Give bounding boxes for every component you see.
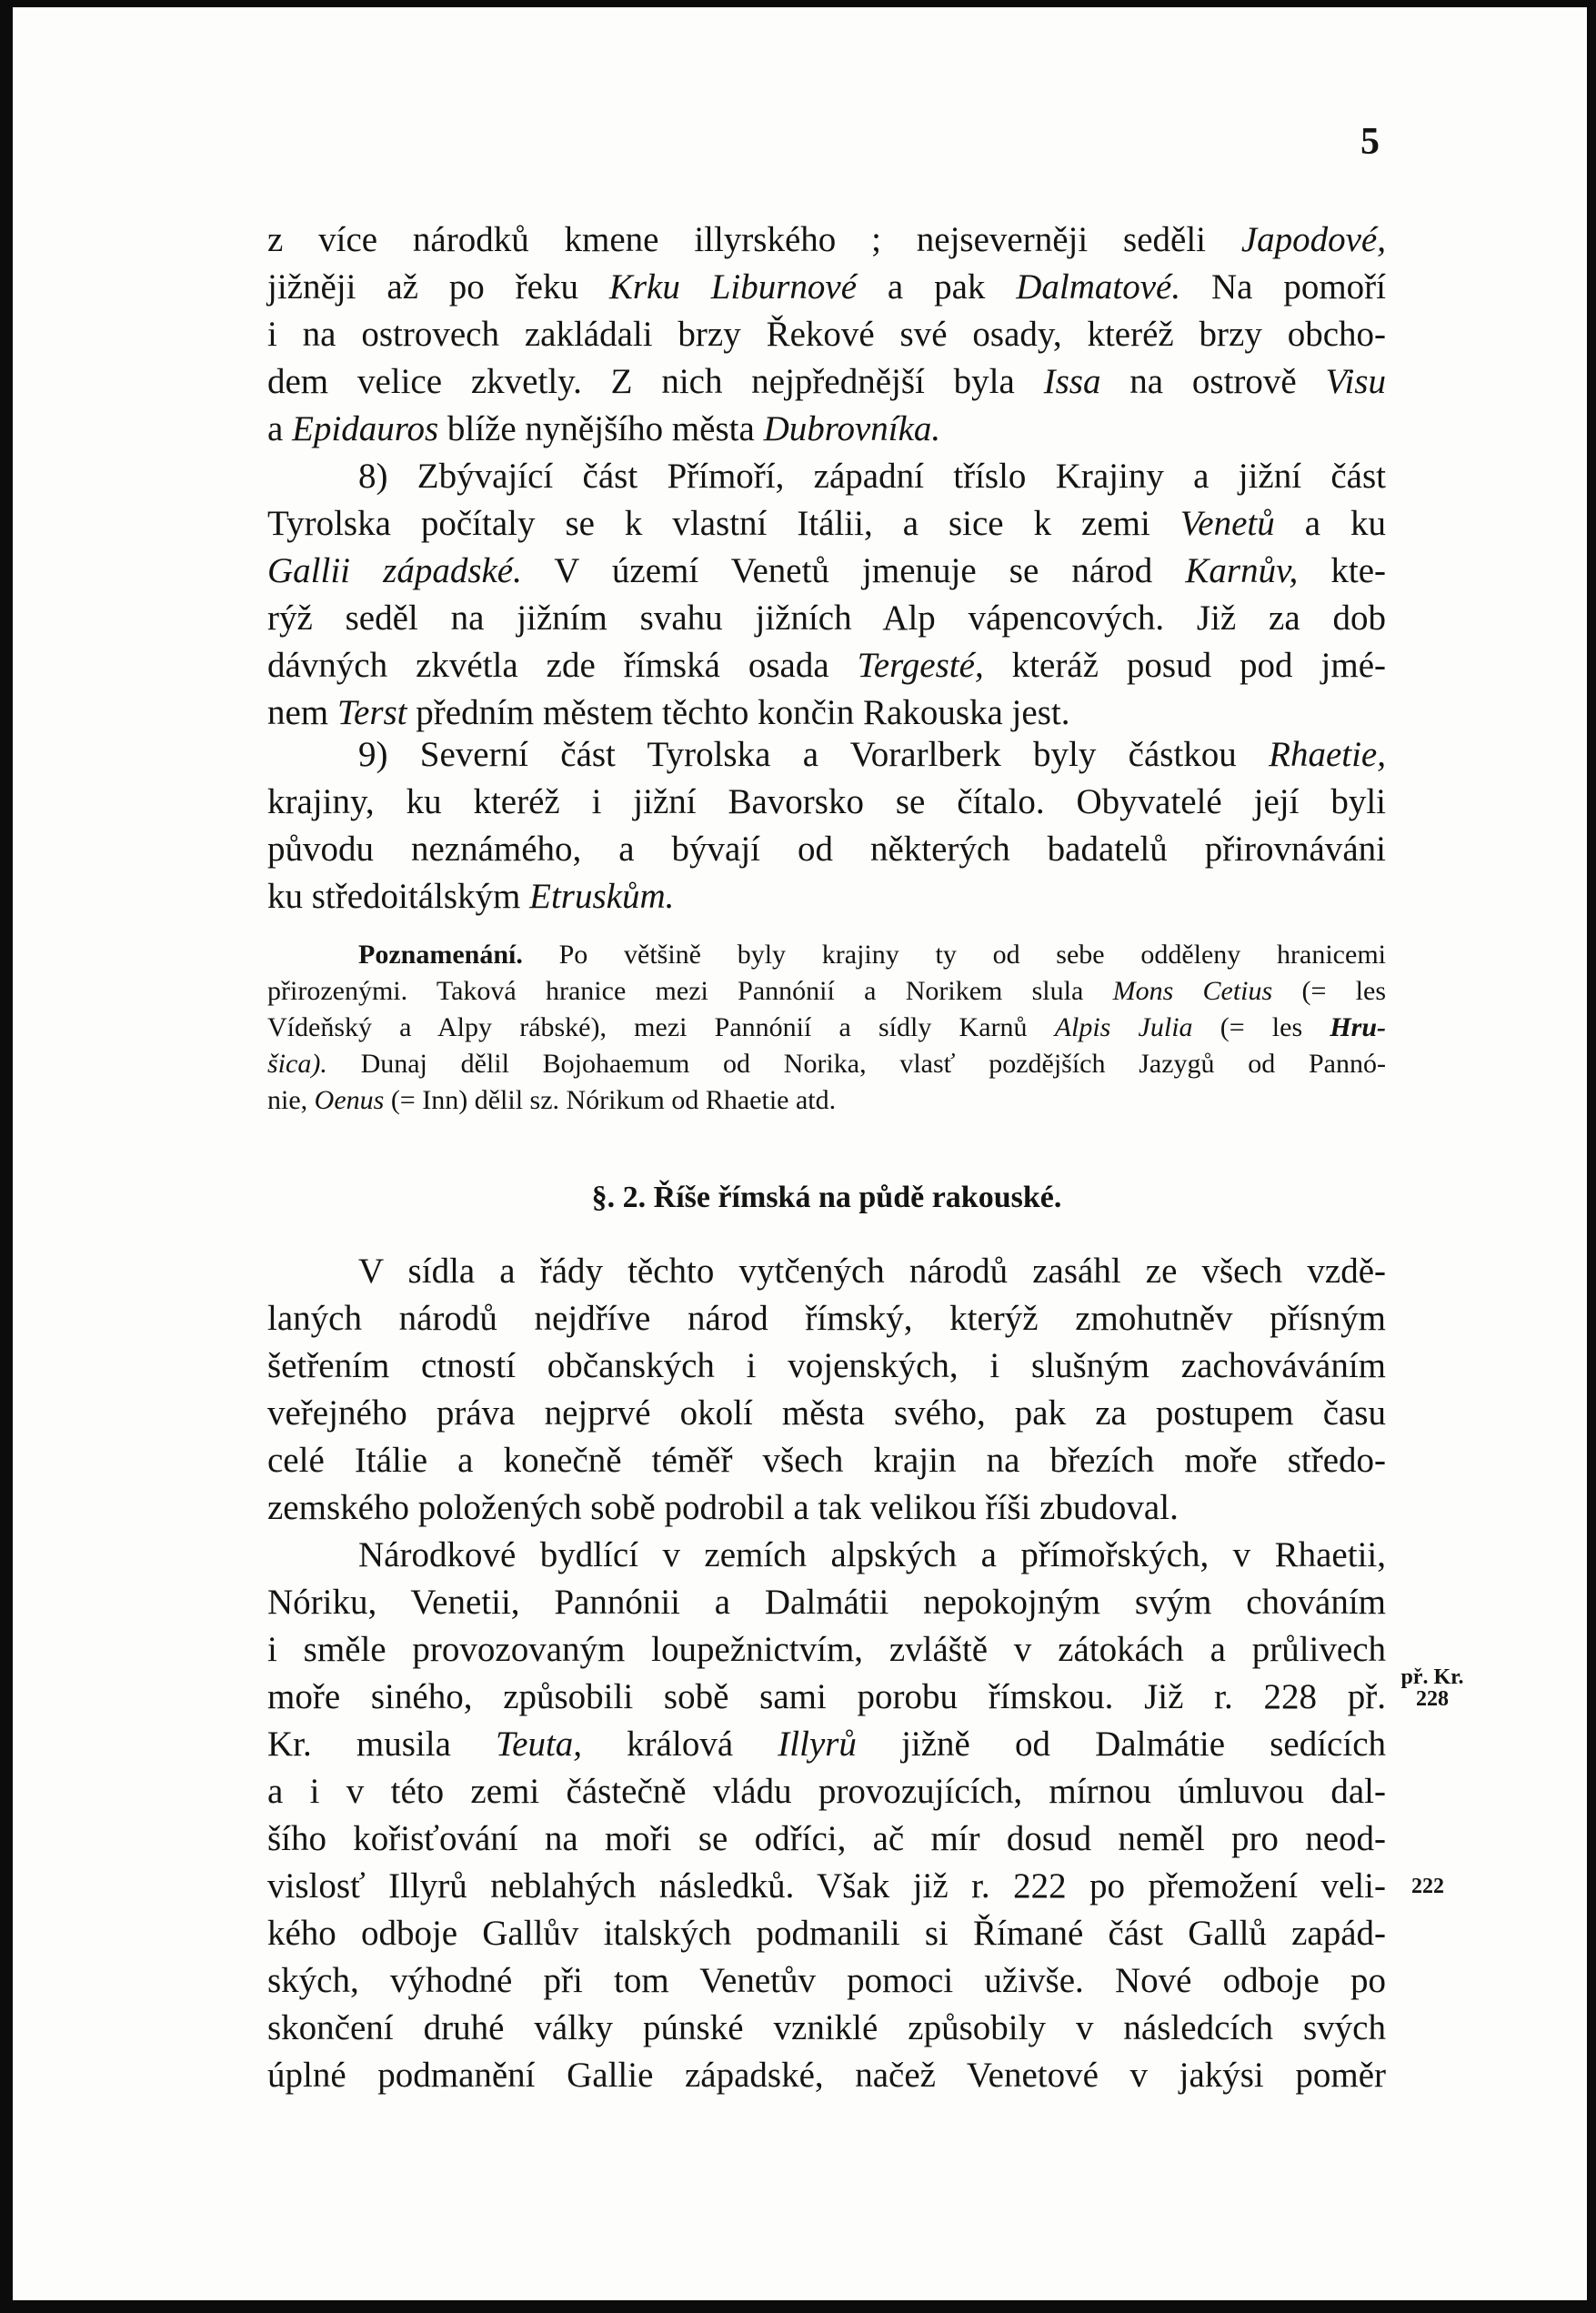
text-line: nem Terst předním městem těchto končin Rakouska jest. — [267, 693, 1070, 732]
scan-border-bottom — [0, 2300, 1596, 2313]
text-line: dem velice zkvetly. Z nich nejpřednější byla Issa na ostrově Visu — [267, 362, 1386, 401]
section-paragraph-2 — [267, 1532, 1386, 2099]
text-line: Národkové bydlící v zemích alpských a přímořských, v Rhaetii, — [358, 1535, 1386, 1574]
text-line: nie, Oenus (= Inn) dělil sz. Nórikum od Rhaetie atd. — [267, 1085, 837, 1115]
text-line: a Epidauros blíže nynějšího města Dubrovníka. — [267, 409, 941, 448]
scan-border-left — [0, 0, 13, 2313]
margin-note-year: 228 — [1416, 1687, 1449, 1711]
text-line: úplné podmanění Gallie západské, načež Venetové v jakýsi poměr — [267, 2056, 1386, 2095]
text-line: šetřením ctností občanských i vojenských, i slušným zachováváním — [267, 1346, 1386, 1385]
section-heading: §. 2. Říše římská na půdě rakouské. — [591, 1181, 1062, 1214]
text-line: i na ostrovech zakládali brzy Řekové své osady, kteréž brzy obcho- — [267, 315, 1386, 354]
text-line: veřejného práva nejprvé okolí města svého, pak za postupem času — [267, 1393, 1386, 1433]
page-number: 5 — [1360, 121, 1380, 163]
text-line: a i v této zemi částečně vládu provozujících, mírnou úmluvou dal- — [267, 1772, 1386, 1811]
scan-border-right — [1587, 0, 1596, 2313]
text-line: laných národů nejdříve národ římský, kterýž zmohutněv přísným — [267, 1299, 1386, 1338]
text-line: Nóriku, Venetii, Pannónii a Dalmátii nepokojným svým chováním — [267, 1583, 1386, 1622]
text-line: celé Itálie a konečně téměř všech krajin na březích moře středo- — [267, 1441, 1386, 1480]
scan-border-top — [0, 0, 1596, 7]
text-line: dávných zkvétla zde římská osada Tergesté, kteráž posud pod jmé- — [267, 646, 1386, 685]
paragraph-9 — [267, 731, 1386, 920]
text-line: zemského položených sobě podrobil a tak velikou říši zbudoval. — [267, 1488, 1179, 1527]
text-line: kého odboje Gallův italských podmanili si Římané část Gallů zapád- — [267, 1914, 1386, 1953]
text-line: Gallii západské. V území Venetů jmenuje se národ Karnův, kte- — [267, 551, 1387, 590]
text-line: ských, výhodné při tom Venetův pomoci uživše. Nové odboje po — [267, 1961, 1386, 2000]
text-line: Tyrolska počítaly se k vlastní Itálii, a sice k zemi Venetů a ku — [267, 504, 1387, 543]
text-line: i směle provozovaným loupežnictvím, zvláště v zátokách a průlivech — [267, 1630, 1386, 1669]
text-line: Vídeňský a Alpy rábské), mezi Pannónií a sídly Karnů Alpis Julia (= les Hru- — [267, 1012, 1387, 1042]
text-line: původu neznámého, a bývají od některých badatelů přirovnáváni — [267, 830, 1386, 869]
text-line: vislosť Illyrů neblahých následků. Však již r. 222 po přemožení veli- — [267, 1866, 1386, 1906]
text-line: jižněji až po řeku Krku Liburnové a pak Dalmatové. Na pomoří — [267, 267, 1386, 307]
text-line: šica). Dunaj dělil Bojohaemum od Norika, vlasť pozdějších Jazygů od Pannó- — [267, 1049, 1386, 1079]
margin-note-label: př. Kr. — [1400, 1665, 1464, 1689]
text-line: V sídla a řády těchto vytčených národů zasáhl ze všech vzdě- — [358, 1252, 1386, 1291]
text-line: Kr. musila Teuta, králová Illyrů jižně od Dalmátie sedících — [267, 1725, 1386, 1764]
text-line: skončení druhé války púnské vzniklé způsobily v následcích svých — [267, 2008, 1386, 2047]
text-line: z více národků kmene illyrského ; nejseverněji seděli Japodové, — [267, 220, 1386, 259]
text-line: rýž seděl na jižním svahu jižních Alp vápencových. Již za dob — [267, 598, 1386, 638]
text-line: šího kořisťování na moři se odříci, ač mír dosud neměl pro neod- — [267, 1819, 1386, 1858]
footnote-poznamenani — [267, 937, 1386, 1119]
margin-note-year-228 — [1391, 1666, 1473, 1710]
text-line: 8) Zbývající část Přímoří, západní tříslo Krajiny a jižní část — [358, 457, 1386, 496]
text-line: moře siného, způsobili sobě sami porobu římskou. Již r. 228 př. — [267, 1677, 1386, 1716]
paragraph-8 — [267, 453, 1386, 737]
text-line: přirozenými. Taková hranice mezi Pannónií a Norikem slula Mons Cetius (= les — [267, 976, 1387, 1006]
paragraph-illyrian-tribes — [267, 216, 1386, 453]
text-line: 9) Severní část Tyrolska a Vorarlberk byly částkou Rhaetie, — [358, 735, 1386, 774]
text-line: Poznamenání. Po většině byly krajiny ty od sebe odděleny hranicemi — [358, 940, 1386, 970]
text-line: ku středoitálským Etruskům. — [267, 877, 675, 916]
margin-note-year-222: 222 — [1411, 1875, 1444, 1898]
text-line: krajiny, ku kteréž i jižní Bavorsko se čítalo. Obyvatelé její byli — [267, 782, 1386, 821]
section-paragraph-1 — [267, 1248, 1386, 1532]
